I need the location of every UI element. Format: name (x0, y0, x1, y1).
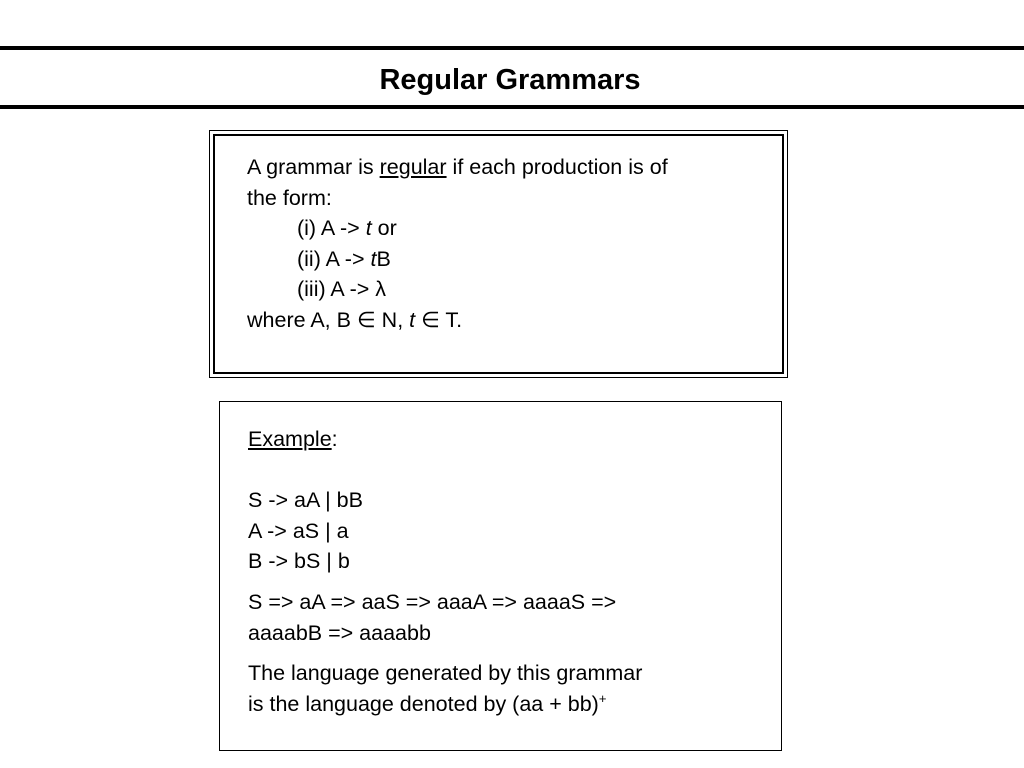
where-prefix: where A, B (247, 307, 357, 332)
element-of-symbol: ∈ (421, 307, 440, 332)
definition-intro-line2: the form: (247, 185, 332, 210)
spacer (248, 455, 768, 486)
rule-1 (247, 213, 668, 244)
rule-2-terminal: t (370, 246, 377, 271)
spacer (248, 577, 768, 587)
where-mid: N, (375, 307, 410, 332)
example-heading-colon: : (331, 427, 338, 451)
regular-keyword: regular (379, 155, 447, 179)
example-heading: Example (248, 427, 332, 451)
where-clause (247, 305, 668, 336)
definition-text (247, 152, 668, 336)
production-line: S -> aA | bB (248, 488, 363, 513)
rule-1-prefix: (i) A -> (297, 216, 366, 241)
definition-intro-line (247, 152, 668, 183)
intro-before: A grammar is (247, 155, 380, 179)
rule-2-prefix: (ii) A -> (297, 246, 371, 271)
example-text (248, 424, 768, 719)
language-line (248, 689, 768, 720)
intro-after: if each production is of (446, 155, 668, 179)
definition-box (209, 130, 788, 378)
production-line: B -> bS | b (248, 549, 350, 574)
rule-2-suffix: B (376, 246, 391, 271)
rule-1-suffix: or (371, 216, 397, 241)
rule-1-terminal: t (365, 216, 372, 241)
language-line: The language generated by this grammar (248, 661, 643, 686)
derivation-line: aaaabB => aaaabb (248, 620, 431, 645)
slide-title: Regular Grammars (379, 64, 641, 96)
example-heading-line (248, 424, 768, 455)
where-suffix: T. (439, 307, 463, 332)
language-line-text: is the language denoted by (aa + bb) (248, 691, 599, 716)
rule-3 (247, 274, 668, 305)
lambda-symbol: λ (375, 277, 387, 302)
plus-superscript: + (598, 690, 607, 706)
rule-2 (247, 244, 668, 275)
derivation-line: S => aA => aaS => aaaA => aaaaS => (248, 589, 617, 614)
element-of-symbol: ∈ (356, 307, 376, 332)
spacer (248, 648, 768, 658)
rule-3-prefix: (iii) A -> (297, 277, 376, 302)
example-box (219, 401, 782, 751)
production-line: A -> aS | a (248, 518, 349, 543)
title-bar (0, 46, 1024, 109)
where-terminal: t (409, 307, 416, 332)
